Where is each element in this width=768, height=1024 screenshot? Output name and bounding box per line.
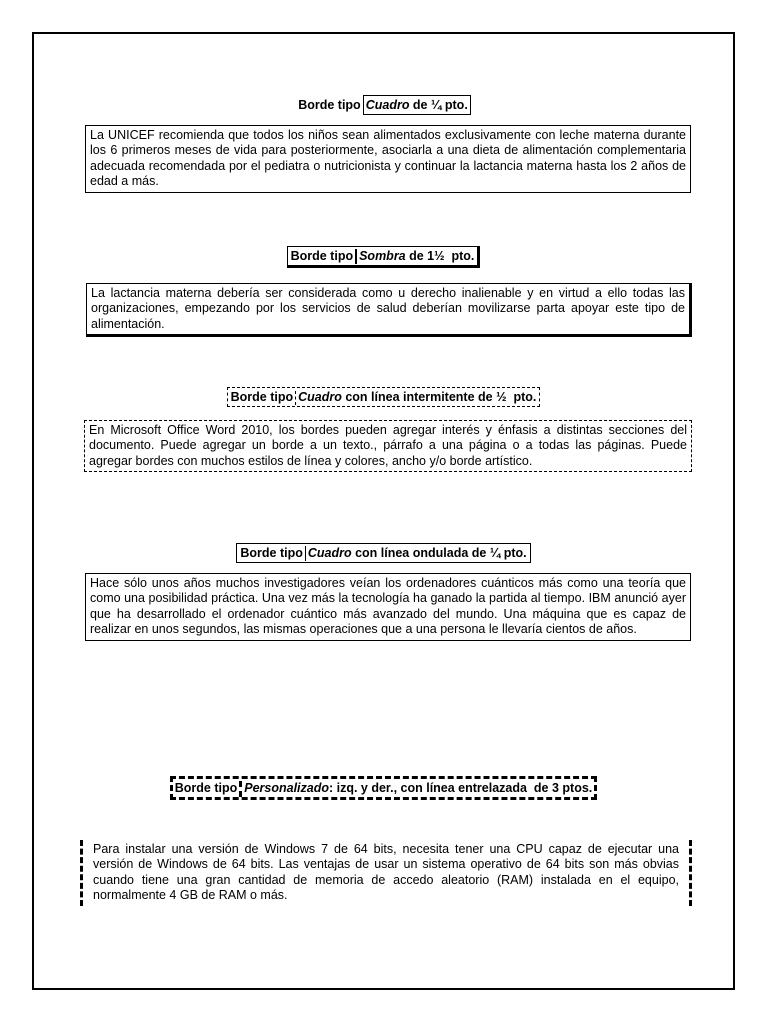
paragraph-lactancia: La lactancia materna debería ser considerada como u derecho inalienable y en virtud a ello todas las organizaciones, empezando por los servicios de salud deberían movilizarse parta apoyar este tipo de alimentación. bbox=[86, 283, 692, 337]
heading-intermitente bbox=[34, 387, 733, 407]
heading-divider bbox=[305, 546, 306, 561]
heading-divider bbox=[239, 781, 242, 797]
heading-emphasis: Cuadro bbox=[298, 390, 342, 404]
heading-prefix: Borde tipo bbox=[290, 249, 354, 263]
paragraph-unicef: La UNICEF recomienda que todos los niños sean alimentados exclusivamente con leche materna durante los 6 primeros meses de vida para posteriormente, asociarla a una dieta de alimentación complementaria adecuada recomendada por el pediatra o nutricionista y continuar la lactancia materna hasta los 2 años de edad a más. bbox=[85, 125, 691, 193]
heading-prefix: Borde tipo bbox=[230, 390, 294, 404]
heading-emphasis: Sombra bbox=[359, 249, 406, 263]
paragraph-windows-7: Para instalar una versión de Windows 7 de 64 bits, necesita tener una CPU capaz de ejecutar una versión de Windows de 64 bits. Las ventajas de usar un sistema operativo de 64 bits son más obvias cuando tiene una gran cantidad de memoria de accedo aleatorio (RAM) instalada en el equipo, normalmente 4 GB de RAM o más. bbox=[80, 840, 692, 906]
heading-prefix: Borde tipo bbox=[298, 98, 361, 112]
paragraph-word-2010: En Microsoft Office Word 2010, los bordes pueden agregar interés y énfasis a distintas secciones del documento. Puede agregar un borde a un texto., párrafo a una página o a todas las páginas. Puede agregar bordes con muchos estilos de línea y colores, ancho y/o borde artístico. bbox=[84, 420, 692, 472]
heading-suffix: con línea ondulada de ¼ pto. bbox=[351, 546, 527, 560]
heading-box bbox=[170, 776, 598, 800]
heading-divider bbox=[355, 249, 357, 264]
heading-detail bbox=[363, 95, 471, 115]
document-page bbox=[32, 32, 735, 990]
heading-box bbox=[287, 246, 481, 268]
heading-suffix: de 1½ pto. bbox=[405, 249, 475, 263]
heading-box bbox=[236, 543, 530, 563]
heading-ondulada bbox=[34, 543, 733, 563]
heading-emphasis: Cuadro bbox=[365, 98, 410, 112]
heading-suffix: : izq. y der., con línea entrelazada de 3 ptos. bbox=[328, 781, 593, 795]
heading-prefix: Borde tipo bbox=[240, 546, 303, 560]
heading-divider bbox=[295, 391, 296, 405]
heading-suffix: de ¼ pto. bbox=[409, 98, 468, 112]
heading-personalizado bbox=[34, 776, 733, 800]
heading-emphasis: Personalizado bbox=[244, 781, 329, 795]
heading-prefix: Borde tipo bbox=[174, 781, 238, 795]
paragraph-ordenadores-cuanticos: Hace sólo unos años muchos investigadores veían los ordenadores cuánticos más como una teoría que como una posibilidad práctica. Una vez más la tecnología ha ganado la partida al tiempo. IBM anunció ayer que ha desarrollado el ordenador cuántico más avanzado del mundo. Una máquina que es capaz de realizar en unos segundos, las mismas operaciones que a una persona le llevaría cientos de años. bbox=[85, 573, 691, 641]
heading-emphasis: Cuadro bbox=[307, 546, 352, 560]
heading-box bbox=[227, 387, 541, 407]
heading-sombra bbox=[34, 246, 733, 268]
heading-suffix: con línea intermitente de ½ pto. bbox=[341, 390, 537, 404]
heading-cuadro bbox=[34, 95, 733, 115]
